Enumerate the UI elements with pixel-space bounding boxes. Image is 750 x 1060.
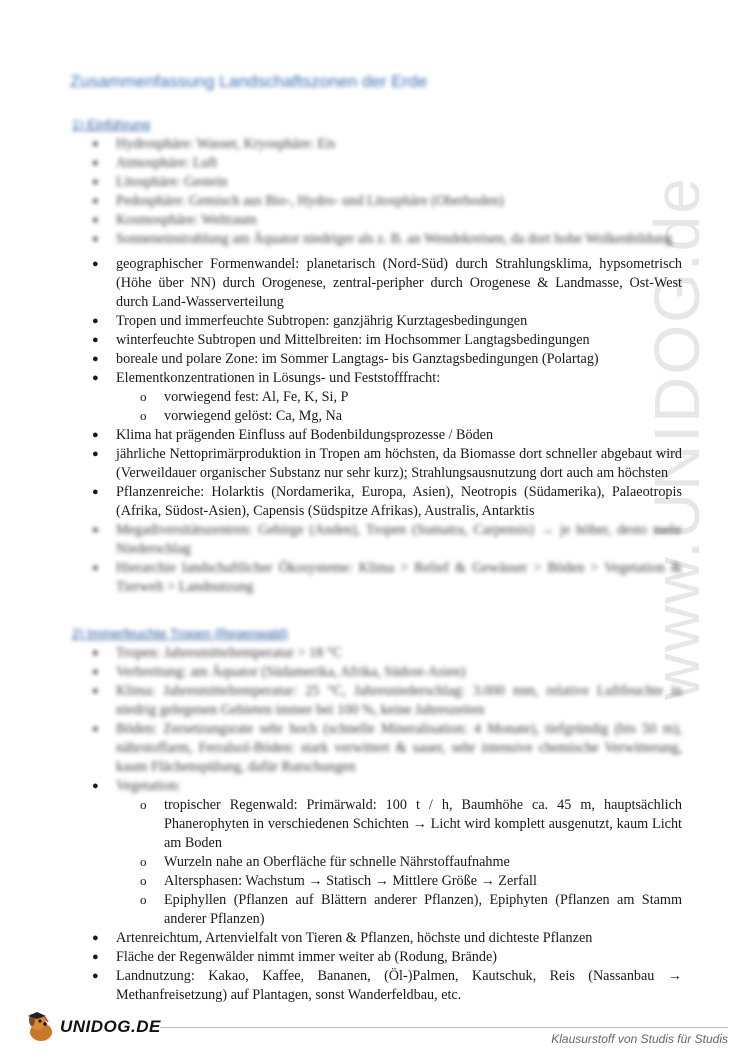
list-item: ● Fläche der Regenwälder nimmt immer weiter ab (Rodung, Brände) [92, 948, 682, 967]
watermark: www.UNIDOG.de [641, 176, 713, 700]
list-item: ● jährliche Nettoprimärproduktion in Tropen am höchsten, da Biomasse dort schneller abgebaut wird (Verweildauer organischer Substanz nur sehr kurz); Strahlungsausnutzung dort auch am höchsten [92, 445, 682, 483]
sub-list-item: o Wurzeln nahe an Oberfläche für schnelle Nährstoffaufnahme [140, 853, 682, 872]
list-item: ● Pedosphäre: Gemisch aus Bio-, Hydro- und Litosphäre (Oberboden) [92, 192, 682, 211]
sub-list-item: o vorwiegend gelöst: Ca, Mg, Na [140, 407, 682, 426]
list-item: ● boreale und polare Zone: im Sommer Langtags- bis Ganztagsbedingungen (Polartag) [92, 350, 682, 369]
list-item: ● Hydrosphäre: Wasser, Kryosphäre: Eis [92, 135, 682, 154]
list-item: ● Atmosphäre: Luft [92, 154, 682, 173]
list-item: ● Landnutzung: Kakao, Kaffee, Bananen, (Öl-)Palmen, Kautschuk, Reis (Nassanbau → Methanfreisetzung) auf Plantagen, sonst Wanderfeldbau, etc. [92, 967, 682, 1005]
list-item: ● Klima: Jahresmitteltemperatur: 25 °C, Jahresniederschlag: 3.000 mm, relative Luftfeuchte in niedrig gelegenen Gebieten immer bei 100 %, keine Jahreszeiten [92, 682, 682, 720]
dog-mascot-icon [24, 1010, 58, 1044]
list-item: ● Kosmosphäre: Weltraum [92, 211, 682, 230]
list-item: ● Klima hat prägenden Einfluss auf Bodenbildungsprozesse / Böden [92, 426, 682, 445]
sub-list-item: o tropischer Regenwald: Primärwald: 100 t / h, Baumhöhe ca. 45 m, hauptsächlich Phanerophyten in verschiedenen Schichten → Licht wird komplett ausgenutzt, kaum Licht am Boden [140, 796, 682, 853]
document-title: Zusammenfassung Landschaftszonen der Erde [70, 72, 428, 91]
list-item: ● Pflanzenreiche: Holarktis (Nordamerika, Europa, Asien), Neotropis (Südamerika), Palaeotropis (Afrika, Südost-Asien), Capensis (Südspitze Afrikas), Australis, Antarktis [92, 483, 682, 521]
section-2-list [92, 644, 682, 1005]
list-item: ● Litosphäre: Gestein [92, 173, 682, 192]
list-item-text: Elementkonzentrationen in Lösungs- und Feststofffracht: [116, 370, 441, 386]
section-2-heading: 2) Immerfeuchte Tropen (Regenwald) [72, 626, 289, 641]
unidog-logo [24, 1010, 161, 1044]
list-item [92, 777, 682, 929]
list-item: ● Böden: Zersetzungsrate sehr hoch (schnelle Mineralisation: 4 Monate), tiefgründig (bis 50 m), nährstoffarm, Ferralsol-Böden: stark verwittert & sauer, sehr intensive chemische Verwitterung, kaum Flächenspülung, dafür Rutschungen [92, 720, 682, 777]
logo-text: UNIDOG.DE [60, 1017, 161, 1036]
sub-list-item: o Altersphasen: Wachstum → Statisch → Mittlere Größe → Zerfall [140, 872, 682, 891]
list-item: ● geographischer Formenwandel: planetarisch (Nord-Süd) durch Strahlungsklima, hypsometrisch (Höhe über NN) durch Orogenese, zentral-peripher durch Orogenese & Landmasse, Ost-West durch Land-Wasserverteilung [92, 255, 682, 312]
sub-list [116, 796, 682, 929]
list-item: ● Megadiversitätszentren: Gebirge (Anden), Tropen (Sumatra, Carpensis) → je höher, desto mehr Niederschlag [92, 521, 682, 559]
section-1-list [92, 135, 682, 597]
list-item: ● Hierarchie landschaftlicher Ökosysteme: Klima > Relief & Gewässer > Böden > Vegetation & Tierwelt > Landnutzung [92, 559, 682, 597]
sub-list-item: o Epiphyllen (Pflanzen auf Blättern anderer Pflanzen), Epiphyten (Pflanzen am Stamm anderer Pflanzen) [140, 891, 682, 929]
footer-divider [160, 1027, 728, 1028]
list-item: ● Tropen: Jahresmitteltemperatur > 18 °C [92, 644, 682, 663]
section-1-heading: 1) Einführung [72, 117, 151, 132]
list-item: ● Tropen und immerfeuchte Subtropen: ganzjährig Kurztagesbedingungen [92, 312, 682, 331]
list-item: ● Verbreitung: am Äquator (Südamerika, Afrika, Südost-Asien) [92, 663, 682, 682]
sub-list [116, 388, 682, 426]
list-item: ● Artenreichtum, Artenvielfalt von Tieren & Pflanzen, höchste und dichteste Pflanzen [92, 929, 682, 948]
list-item-text: Vegetation: [116, 778, 181, 794]
sub-list-item: o vorwiegend fest: Al, Fe, K, Si, P [140, 388, 682, 407]
list-item: ● Sonneneinstrahlung am Äquator niedriger als z. B. an Wendekreisen, da dort hohe Wolkenbildung [92, 230, 682, 249]
footer-tagline: Klausurstoff von Studis für Studis [551, 1032, 728, 1046]
list-item: ● winterfeuchte Subtropen und Mittelbreiten: im Hochsommer Langtagsbedingungen [92, 331, 682, 350]
list-item [92, 369, 682, 426]
